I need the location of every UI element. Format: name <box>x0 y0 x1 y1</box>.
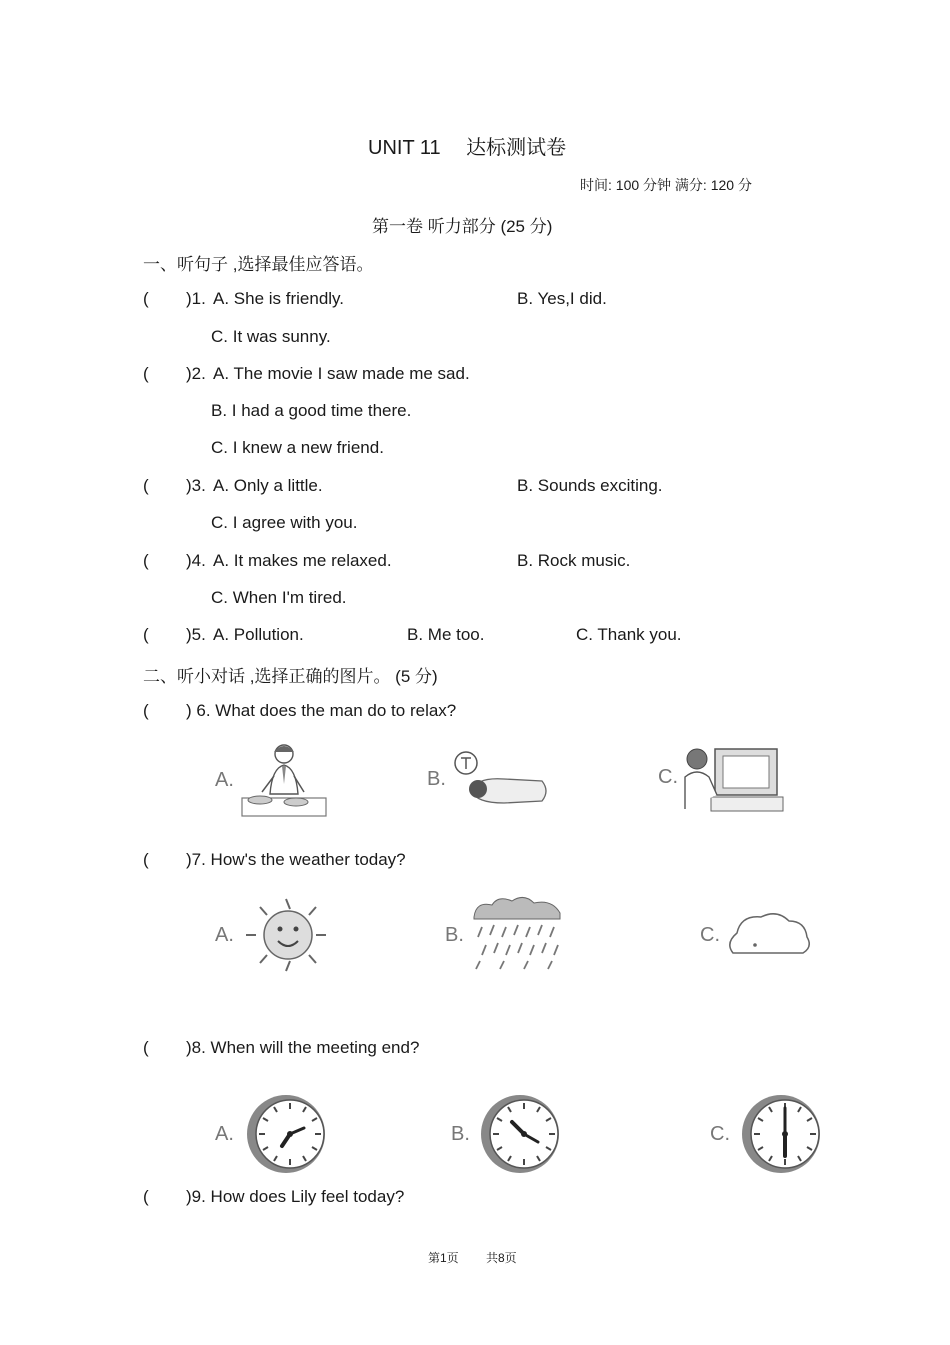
answer-bracket[interactable]: ( <box>143 1187 149 1206</box>
option-label: C. <box>710 1123 730 1145</box>
picture-option-c-cloudy[interactable] <box>697 905 815 965</box>
option-b: B. Rock music. <box>517 551 631 570</box>
option-a: A. Only a little. <box>213 476 323 495</box>
option-a: A. It makes me relaxed. <box>213 551 392 570</box>
picture-option-b-sleeping[interactable] <box>424 745 554 815</box>
option-c: C. I agree with you. <box>211 513 358 532</box>
page-total: 共8页 <box>486 1251 517 1265</box>
question-number: )1. <box>186 289 206 308</box>
question-text: )9. How does Lily feel today? <box>186 1187 405 1206</box>
answer-bracket[interactable]: ( <box>143 625 149 644</box>
option-label: A. <box>215 1123 234 1145</box>
option-label: C. <box>700 924 720 946</box>
part-title: 第一卷 听力部分 (25 分) <box>372 217 553 236</box>
section-heading: 二、听小对话 ,选择正确的图片。 (5 分) <box>143 667 438 686</box>
option-label: A. <box>215 924 234 946</box>
option-label: B. <box>451 1123 470 1145</box>
question-number: )3. <box>186 476 206 495</box>
option-label: A. <box>215 769 234 791</box>
question-number: )2. <box>186 364 206 383</box>
answer-bracket[interactable]: ( <box>143 551 149 570</box>
picture-option-c-computer[interactable] <box>655 743 790 818</box>
page-title: UNIT 11 达标测试卷 <box>368 137 567 159</box>
option-a: A. The movie I saw made me sad. <box>213 364 470 383</box>
option-b: B. Sounds exciting. <box>517 476 663 495</box>
question-number: )4. <box>186 551 206 570</box>
picture-option-b-clock[interactable] <box>448 1090 568 1180</box>
picture-option-a-sunny[interactable] <box>212 893 332 978</box>
question-number: )5. <box>186 625 206 644</box>
answer-bracket[interactable]: ( <box>143 1038 149 1057</box>
option-label: B. <box>427 768 446 790</box>
option-c: C. When I'm tired. <box>211 588 347 607</box>
time-info: 时间: 100 分钟 满分: 120 分 <box>580 177 752 193</box>
option-b: B. I had a good time there. <box>211 401 412 420</box>
answer-bracket[interactable]: ( <box>143 850 149 869</box>
question-text: )7. How's the weather today? <box>186 850 406 869</box>
option-label: B. <box>445 924 464 946</box>
option-c: C. Thank you. <box>576 625 682 644</box>
option-b: B. Yes,I did. <box>517 289 607 308</box>
option-b: B. Me too. <box>407 625 485 644</box>
option-a: A. Pollution. <box>213 625 304 644</box>
answer-bracket[interactable]: ( <box>143 289 149 308</box>
question-text: ) 6. What does the man do to relax? <box>186 701 457 720</box>
option-c: C. I knew a new friend. <box>211 438 384 457</box>
option-label: C. <box>658 766 678 788</box>
question-text: )8. When will the meeting end? <box>186 1038 420 1057</box>
answer-bracket[interactable]: ( <box>143 364 149 383</box>
option-a: A. She is friendly. <box>213 289 345 308</box>
answer-bracket[interactable]: ( <box>143 701 149 720</box>
picture-option-b-rainy[interactable] <box>442 895 567 975</box>
picture-option-a-man-eating[interactable] <box>212 740 332 820</box>
picture-option-a-clock[interactable] <box>212 1090 332 1180</box>
page-number: 第1页 <box>428 1251 459 1265</box>
picture-option-c-clock[interactable] <box>707 1090 832 1180</box>
option-c: C. It was sunny. <box>211 327 331 346</box>
answer-bracket[interactable]: ( <box>143 476 149 495</box>
section-heading: 一、听句子 ,选择最佳应答语。 <box>143 255 374 274</box>
